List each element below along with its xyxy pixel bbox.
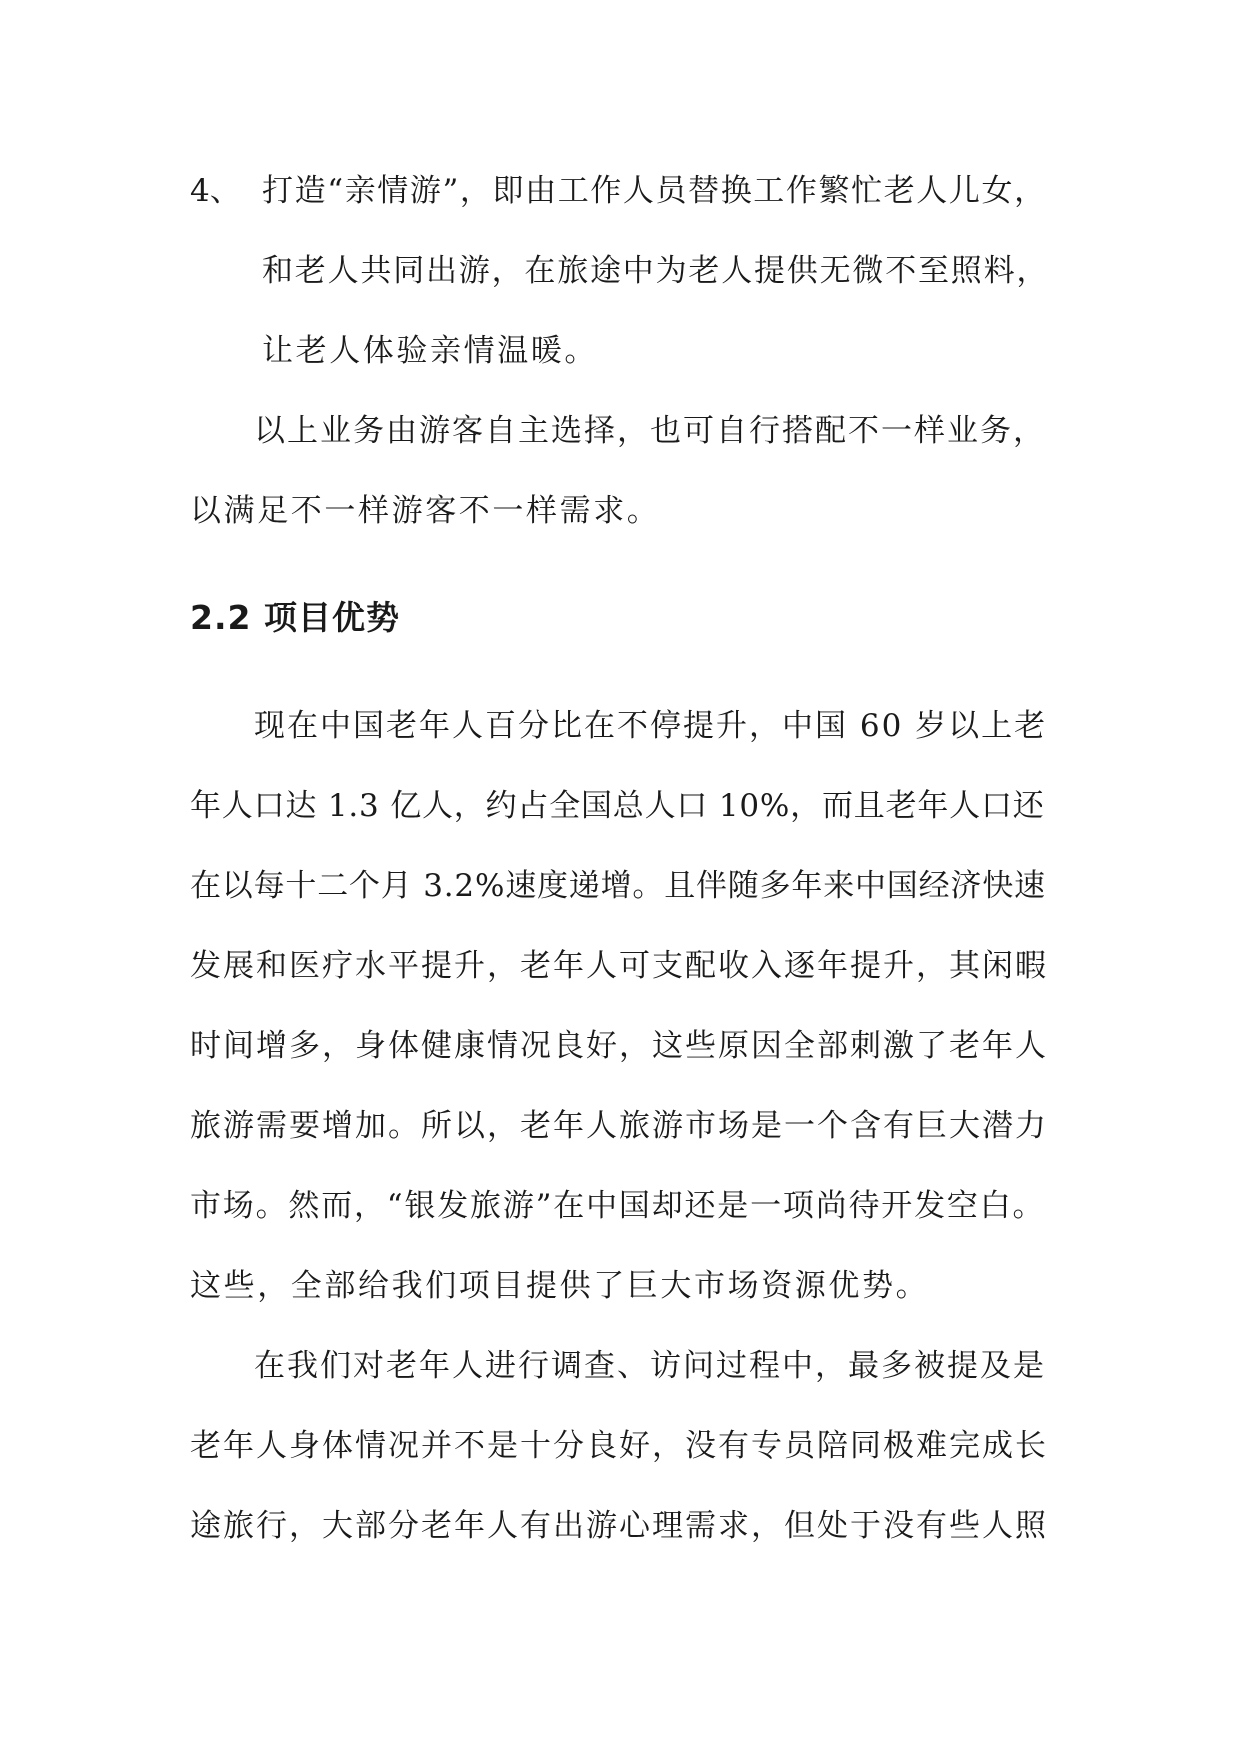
list-item-line: 和老人共同出游，在旅途中为老人提供无微不至照料， (262, 253, 1050, 289)
paragraph-line: 现在中国老年人百分比在不停提升，中国 60 岁以上老 (254, 708, 1048, 744)
paragraph-line: 时间增多，身体健康情况良好，这些原因全部刺激了老年人 (190, 1028, 1048, 1064)
paragraph-line: 这些，全部给我们项目提供了巨大市场资源优势。 (190, 1268, 930, 1304)
paragraph-line: 在我们对老年人进行调查、访问过程中，最多被提及是 (254, 1348, 1046, 1384)
paragraph-line: 市场。然而，“银发旅游”在中国却还是一项尚待开发空白。 (190, 1188, 1046, 1224)
list-item-line: 打造“亲情游”，即由工作人员替换工作繁忙老人儿女， (262, 173, 1047, 209)
paragraph-line: 年人口达 1.3 亿人，约占全国总人口 10%，而且老年人口还 (190, 788, 1045, 824)
paragraph-line: 以上业务由游客自主选择，也可自行搭配不一样业务， (254, 413, 1046, 449)
paragraph-line: 在以每十二个月 3.2%速度递增。且伴随多年来中国经济快速 (190, 868, 1046, 904)
section-heading: 2.2 项目优势 (190, 598, 400, 637)
paragraph-line: 旅游需要增加。所以，老年人旅游市场是一个含有巨大潜力 (190, 1108, 1048, 1144)
list-item-line: 让老人体验亲情温暖。 (262, 333, 598, 369)
list-item-number: 4、 (190, 173, 241, 209)
paragraph-line: 途旅行，大部分老年人有出游心理需求，但处于没有些人照 (190, 1508, 1048, 1544)
paragraph-line: 老年人身体情况并不是十分良好，没有专员陪同极难完成长 (190, 1428, 1048, 1464)
paragraph-line: 以满足不一样游客不一样需求。 (190, 493, 661, 529)
paragraph-line: 发展和医疗水平提升，老年人可支配收入逐年提升，其闲暇 (190, 948, 1048, 984)
